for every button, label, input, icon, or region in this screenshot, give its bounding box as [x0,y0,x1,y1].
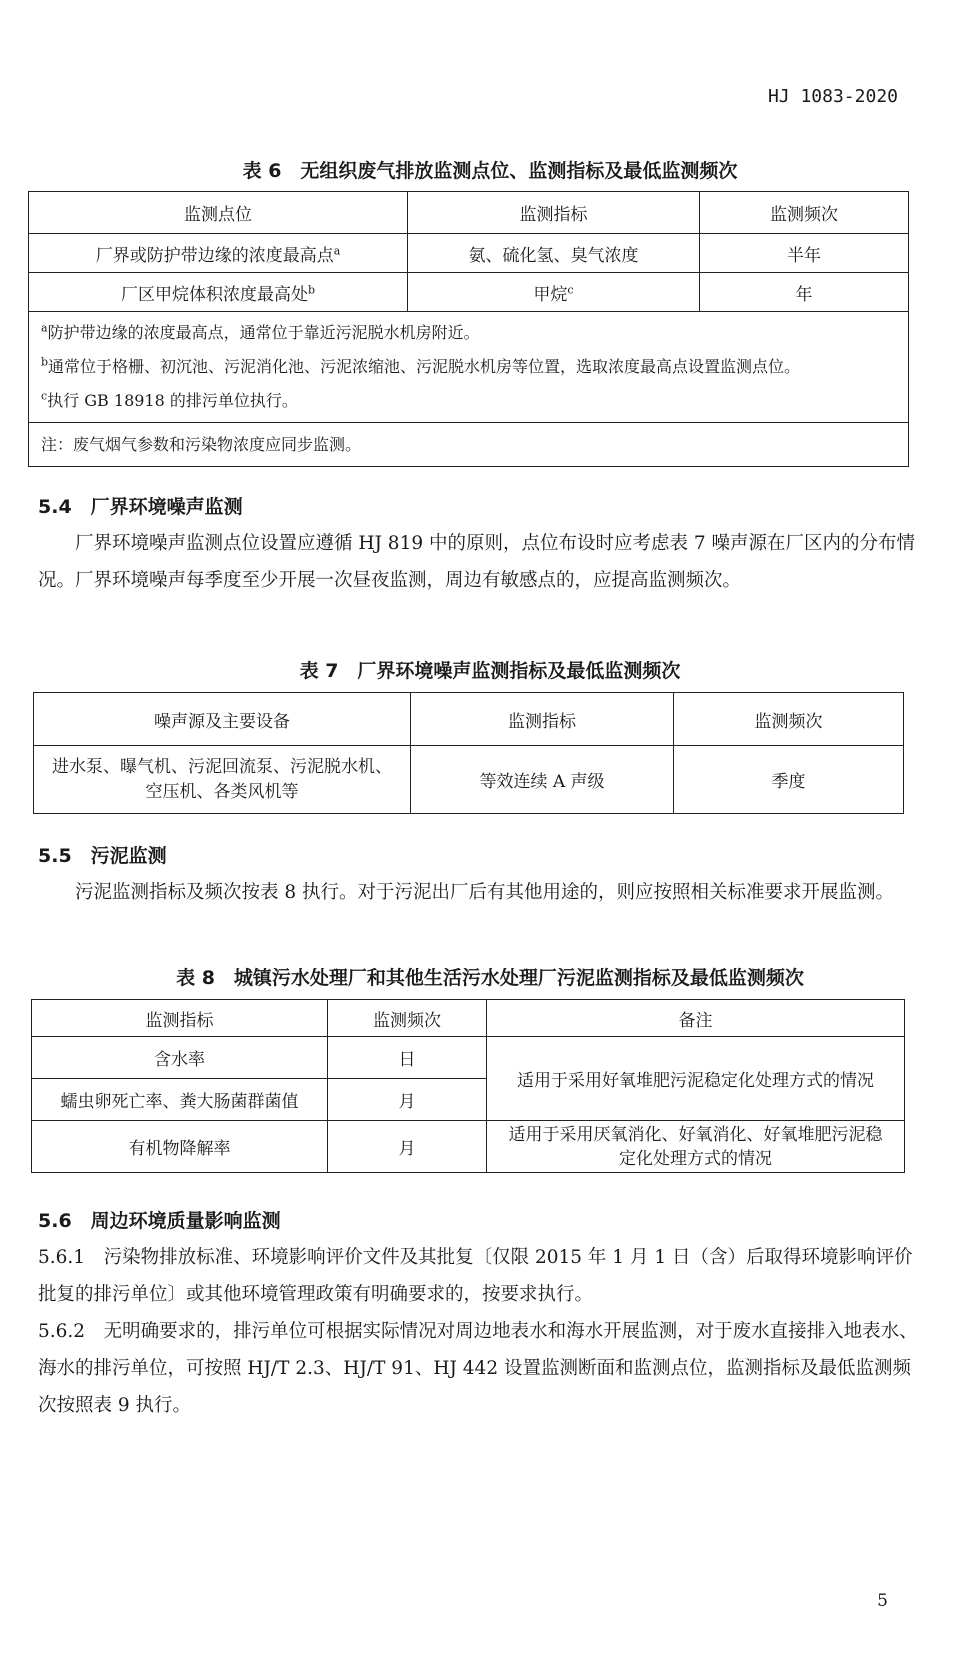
page-number: 5 [877,1591,888,1611]
table7-header: 噪声源及主要设备 [34,693,411,746]
table6-note: 注：废气烟气参数和污染物浓度应同步监测。 [29,423,909,467]
footnote-mark: a [333,243,341,257]
table-row [29,273,909,312]
table7-header: 监测指标 [411,693,674,746]
table7-caption: 表 7 厂界环境噪声监测指标及最低监测频次 [299,660,681,682]
footnote [41,316,896,350]
table6-cell [408,273,700,312]
table-row [32,1121,905,1173]
footnote [41,384,896,418]
clause-5-6-1: 5.6.1 污染物排放标准、环境影响评价文件及其批复〔仅限 2015 年 1 月 1 日（含）后取得环境影响评价批复的排污单位〕或其他环境管理政策有明确要求的，按要求执行。 [38,1247,913,1305]
table7-source [34,746,411,814]
section-5-5-paragraph: 污泥监测指标及频次按表 8 执行。对于污泥出厂后有其他用途的，则应按照相关标准要求开展监测。 [75,882,895,903]
table7 [33,692,904,814]
footnote-mark: b [307,282,316,296]
table6-point: 厂区甲烷体积浓度最高处 [120,284,308,305]
table6-footnotes-row [29,312,909,423]
table6-header: 监测指标 [408,192,700,234]
section-heading-5-4: 5.4 厂界环境噪声监测 [38,496,243,518]
section-heading-5-6: 5.6 周边环境质量影响监测 [38,1210,281,1232]
table8-header: 监测指标 [32,1000,328,1037]
footnote-mark: a [41,321,48,335]
table8-freq: 月 [328,1121,487,1173]
footnote-mark: c [41,389,48,403]
table7-header: 监测频次 [674,693,904,746]
table8 [31,999,905,1173]
section-5-4-paragraph: 厂界环境噪声监测点位设置应遵循 HJ 819 中的原则，点位布设时应考虑表 7 噪声源在厂区内的分布情况。厂界环境噪声每季度至少开展一次昼夜监测，周边有敏感点的，应提高监测频次。 [38,533,916,591]
table7-header-row [34,693,904,746]
table7-source-line: 进水泵、曝气机、污泥回流泵、污泥脱水机、 [52,756,392,777]
table8-header-row [32,1000,905,1037]
table8-indicator: 有机物降解率 [32,1121,328,1173]
table6-point: 厂界或防护带边缘的浓度最高点 [95,245,334,266]
table8-caption: 表 8 城镇污水处理厂和其他生活污水处理厂污泥监测指标及最低监测频次 [176,967,804,989]
table6-caption: 表 6 无组织废气排放监测点位、监测指标及最低监测频次 [242,160,738,182]
table6-header: 监测点位 [29,192,408,234]
footnote-mark: c [567,282,574,296]
table6-indicator: 甲烷 [533,284,568,305]
table8-header: 监测频次 [328,1000,487,1037]
table8-indicator: 含水率 [32,1037,328,1079]
table8-indicator: 蠕虫卵死亡率、粪大肠菌群菌值 [32,1079,328,1121]
table7-freq: 季度 [674,746,904,814]
table6-cell [29,273,408,312]
footnote-mark: b [41,355,49,369]
table6-footnotes [29,312,909,423]
footnote [41,350,896,384]
table6-indicator: 氨、硫化氢、臭气浓度 [408,234,700,273]
table-row [34,746,904,814]
table6-cell [29,234,408,273]
table7-indicator: 等效连续 A 声级 [411,746,674,814]
table8-header: 备注 [487,1000,905,1037]
table8-remark-line: 适用于采用厌氧消化、好氧消化、好氧堆肥污泥稳 [508,1124,883,1145]
table8-remark: 适用于采用好氧堆肥污泥稳定化处理方式的情况 [487,1037,905,1121]
table7-source-line: 空压机、各类风机等 [145,781,299,802]
table8-remark [487,1121,905,1173]
clause-5-6-2: 5.6.2 无明确要求的，排污单位可根据实际情况对周边地表水和海水开展监测，对于废水直接排入地表水、海水的排污单位，可按照 HJ/T 2.3、HJ/T 91、HJ 442 设置监测断面和监测点位，监测指标及最低监测频次按照表 9 执行。 [38,1321,918,1416]
table6-freq: 年 [700,273,909,312]
table6 [28,191,909,467]
table6-header: 监测频次 [700,192,909,234]
section-heading-5-5: 5.5 污泥监测 [38,845,167,867]
footnote-text: 防护带边缘的浓度最高点，通常位于靠近污泥脱水机房附近。 [47,323,480,342]
footnote-text: 通常位于格栅、初沉池、污泥消化池、污泥浓缩池、污泥脱水机房等位置，选取浓度最高点设置监测点位。 [48,357,801,376]
table6-header-row [29,192,909,234]
table-row [29,234,909,273]
table8-remark-line: 定化处理方式的情况 [619,1148,772,1169]
footnote-text: 执行 GB 18918 的排污单位执行。 [47,391,298,410]
table-row [32,1037,905,1079]
table6-note-row [29,423,909,467]
table8-freq: 月 [328,1079,487,1121]
document-code: HJ 1083-2020 [767,86,898,107]
table6-freq: 半年 [700,234,909,273]
table8-freq: 日 [328,1037,487,1079]
